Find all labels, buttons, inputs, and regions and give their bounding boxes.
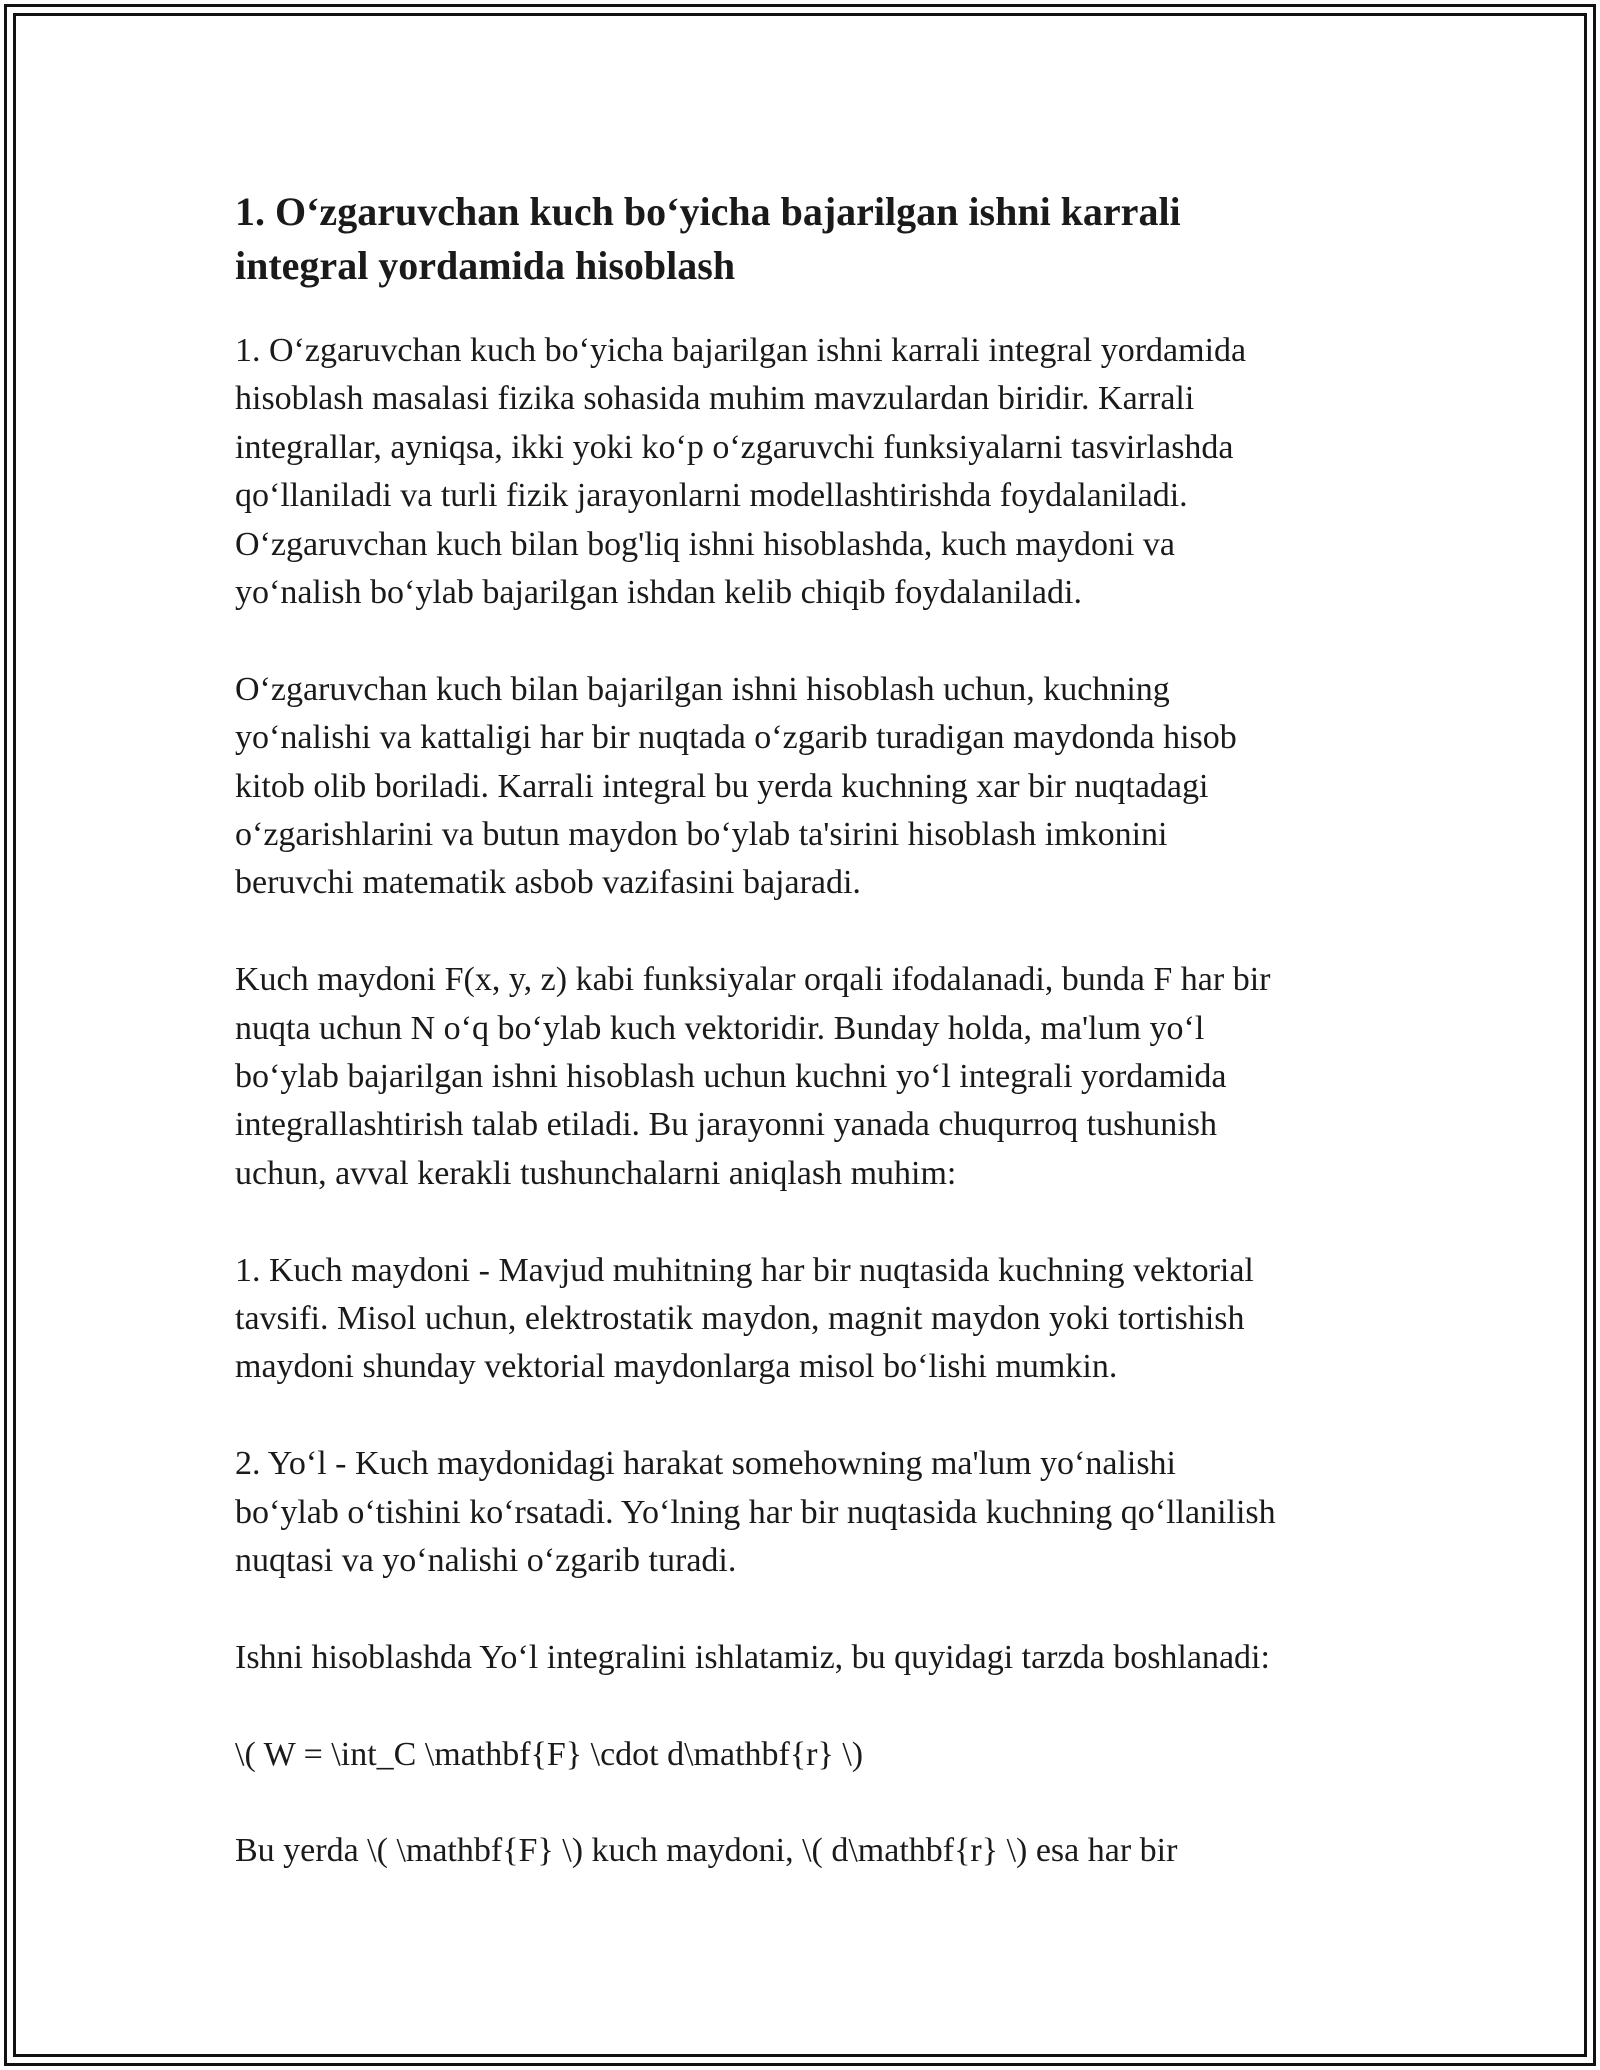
list-item-force-field: 1. Kuch maydoni - Mavjud muhitning har bir nuqtasida kuchning vektorial tavsifi. Misol uchun, elektrostatik maydon, magnit maydon yoki tortishish maydoni shunday vektorial maydonlarga misol bo‘lishi mumkin.	[235, 1251, 1254, 1386]
paragraph-variable-force: O‘zgaruvchan kuch bilan bajarilgan ishni hisoblash uchun, kuchning yo‘nalishi va kattaligi har bir nuqtada o‘zgarib turadigan maydonda hisob kitob olib boriladi. Karrali integral bu yerda kuchning xar bir nuqtadagi o‘zgarishlarini va butun maydon bo‘ylab ta'sirini hisoblash imkonini beruvchi matematik asbob vazifasini bajaradi.	[235, 670, 1237, 902]
list-item-path: 2. Yo‘l - Kuch maydonidagi harakat somehowning ma'lum yo‘nalishi bo‘ylab o‘tishini ko‘rsatadi. Yo‘lning har bir nuqtasida kuchning qo‘llanilish nuqtasi va yo‘nalishi o‘zgarib turadi.	[235, 1445, 1276, 1580]
document-body	[235, 185, 1385, 1876]
paragraph-force-field: Kuch maydoni F(x, y, z) kabi funksiyalar orqali ifodalanadi, bunda F har bir nuqta uchun N o‘q bo‘ylab kuch vektoridir. Bunday holda, ma'lum yo‘l bo‘ylab bajarilgan ishni hisoblash uchun kuchni yo‘l integrali yordamida integrallashtirish talab etiladi. Bu jarayonni yanada chuqurroq tushunish uchun, avval kerakli tushunchalarni aniqlash muhim:	[235, 961, 1271, 1192]
formula-work: \( W = \int_C \mathbf{F} \cdot d\mathbf{r} \)	[235, 1735, 864, 1773]
document-title	[235, 185, 1385, 293]
document-title-line-2: integral yordamida hisoblash	[235, 243, 736, 288]
document-title-line-1: 1. O‘zgaruvchan kuch bo‘yicha bajarilgan ishni karrali	[235, 189, 1181, 234]
paragraph-definitions: Bu yerda \( \mathbf{F} \) kuch maydoni, \( d\mathbf{r} \) esa har bir	[235, 1832, 1178, 1870]
paragraph-line-integral: Ishni hisoblashda Yo‘l integralini ishlatamiz, bu quyidagi tarzda boshlanadi:	[235, 1638, 1270, 1676]
paragraph-intro: 1. O‘zgaruvchan kuch bo‘yicha bajarilgan ishni karrali integral yordamida hisoblash masalasi fizika sohasida muhim mavzulardan biridir. Karrali integrallar, ayniqsa, ikki yoki ko‘p o‘zgaruvchi funksiyalarni tasvirlashda qo‘llaniladi va turli fizik jarayonlarni modellashtirishda foydalaniladi. O‘zgaruvchan kuch bilan bog'liq ishni hisoblashda, kuch maydoni va yo‘nalish bo‘ylab bajarilgan ishdan kelib chiqib foydalaniladi.	[235, 332, 1247, 612]
